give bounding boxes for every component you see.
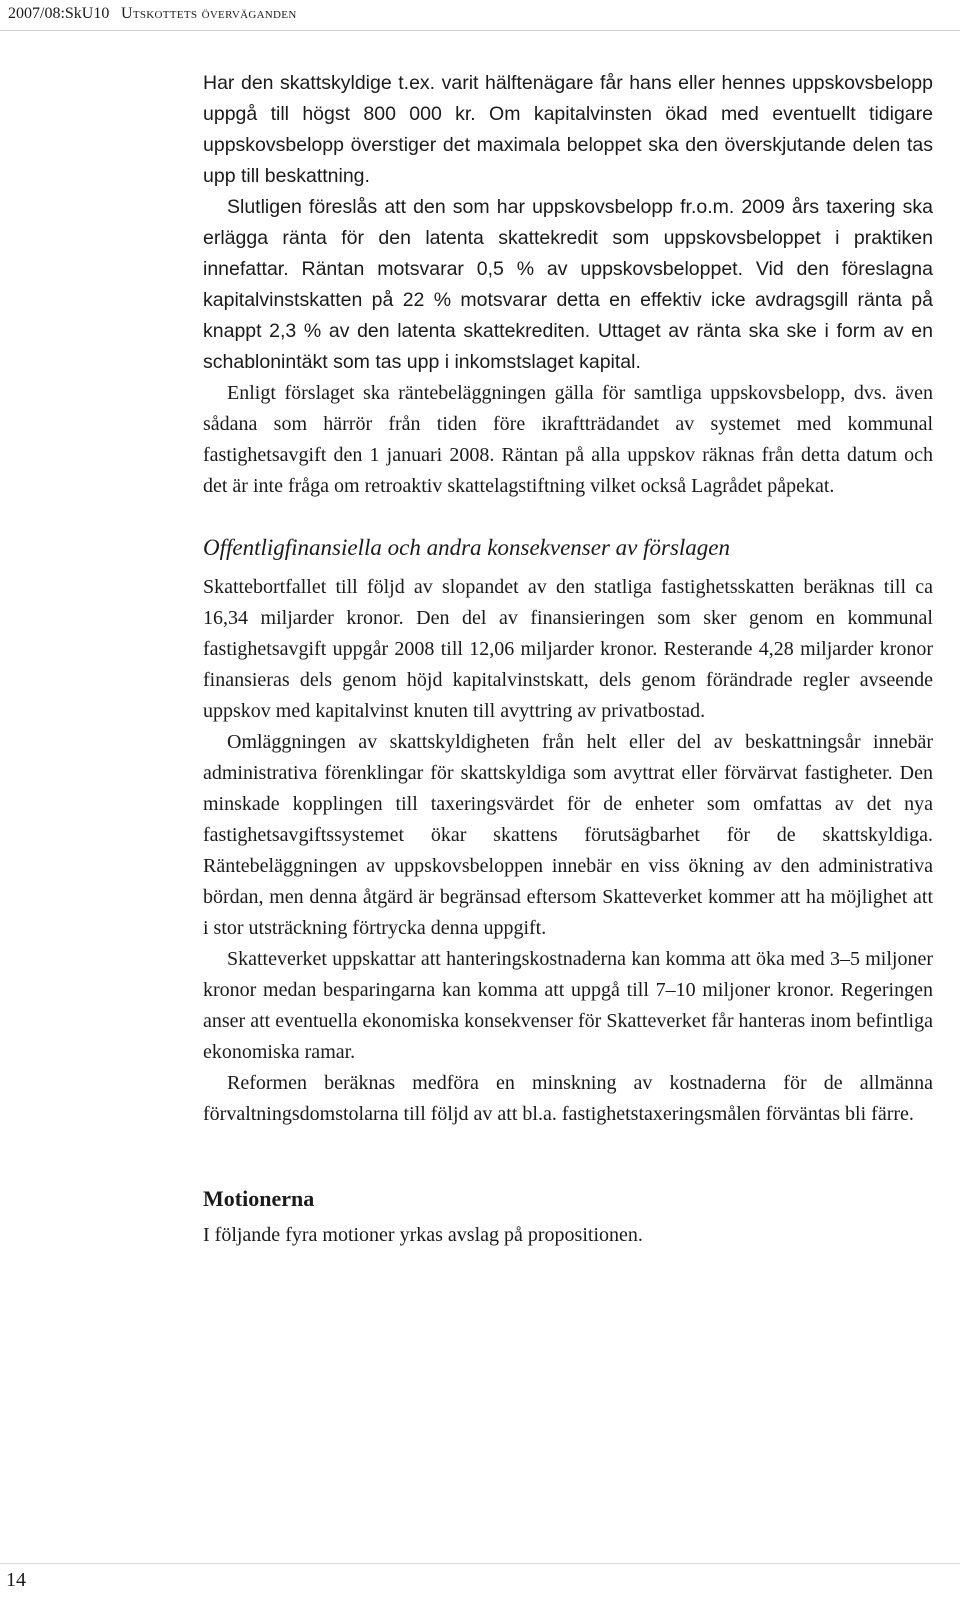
paragraph: Enligt förslaget ska räntebeläggningen gälla för samtliga uppskovsbelopp, dvs. även sådana som härrör från tiden före ikraftträdandet av systemet med kommunal fastighetsavgift den 1 januari 2008. Räntan på alla uppskov räknas från detta datum och det är inte fråga om retroaktiv skattelagstiftning vilket också Lagrådet påpekat. bbox=[203, 382, 933, 497]
paragraph: Reformen beräknas medföra en minskning av kostnaderna för de allmänna förvaltningsdomstolarna till följd av att bl.a. fastighetstaxeringsmålen förväntas bli färre. bbox=[203, 1072, 933, 1125]
paragraph: I följande fyra motioner yrkas avslag på propositionen. bbox=[203, 1224, 643, 1246]
document-code: 2007/08:SkU10 bbox=[8, 5, 110, 22]
section-heading-consequences: Offentligfinansiella och andra konsekvenser av förslagen bbox=[203, 535, 730, 560]
paragraph: Har den skattskyldige t.ex. varit hälftenägare får hans eller hennes uppskovsbelopp uppgå till högst 800 000 kr. Om kapitalvinsten ökad med eventuellt tidigare uppskovsbelopp överstiger det maximala beloppet ska den överskjutande delen tas upp till beskattning. bbox=[203, 72, 933, 187]
paragraph: Slutligen föreslås att den som har uppskovsbelopp fr.o.m. 2009 års taxering ska erlägga ränta för den latenta skattekredit som uppskovsbeloppet i praktiken innefattar. Räntan motsvarar 0,5 % av uppskovsbeloppet. Vid den föreslagna kapitalvinstskatten på 22 % motsvarar detta en effektiv icke avdragsgill ränta på knappt 2,3 % av den latenta skattekrediten. Uttaget av ränta ska ske i form av en schablonintäkt som tas upp i inkomstslaget kapital. bbox=[203, 196, 933, 373]
section-title: Utskottets överväganden bbox=[121, 5, 297, 22]
running-header bbox=[0, 0, 960, 31]
paragraph: Skatteverket uppskattar att hanteringskostnaderna kan komma att öka med 3–5 miljoner kronor medan besparingarna kan komma att uppgå till 7–10 miljoner kronor. Regeringen anser att eventuella ekonomiska konsekvenser för Skatteverket får hanteras inom befintliga ekonomiska ramar. bbox=[203, 948, 933, 1063]
section-heading-motions: Motionerna bbox=[203, 1186, 315, 1211]
document-body bbox=[203, 68, 933, 1251]
footer-divider bbox=[0, 1563, 960, 1564]
paragraph: Skattebortfallet till följd av slopandet av den statliga fastighetsskatten beräknas till ca 16,34 miljarder kronor. Den del av finansieringen som sker genom en kommunal fastighetsavgift uppgår 2008 till 12,06 miljarder kronor. Resterande 4,28 miljarder kronor finansieras dels genom höjd kapitalvinstskatt, dels genom förändrade regler avseende uppskov med kapitalvinst knuten till avyttring av privatbostad. bbox=[203, 576, 933, 722]
page-number: 14 bbox=[6, 1569, 26, 1591]
paragraph: Omläggningen av skattskyldigheten från helt eller del av beskattningsår innebär administrativa förenklingar för skattskyldiga som avyttrat eller förvärvat fastigheter. Den minskade kopplingen till taxeringsvärdet för de enheter som omfattas av det nya fastighetsavgiftssystemet ökar skattens förutsägbarhet för de skattskyldiga. Räntebeläggningen av uppskovsbeloppen innebär en viss ökning av den administrativa bördan, men denna åtgärd är begränsad eftersom Skatteverket kommer att ha möjlighet att i stor utsträckning förtrycka denna uppgift. bbox=[203, 731, 933, 939]
